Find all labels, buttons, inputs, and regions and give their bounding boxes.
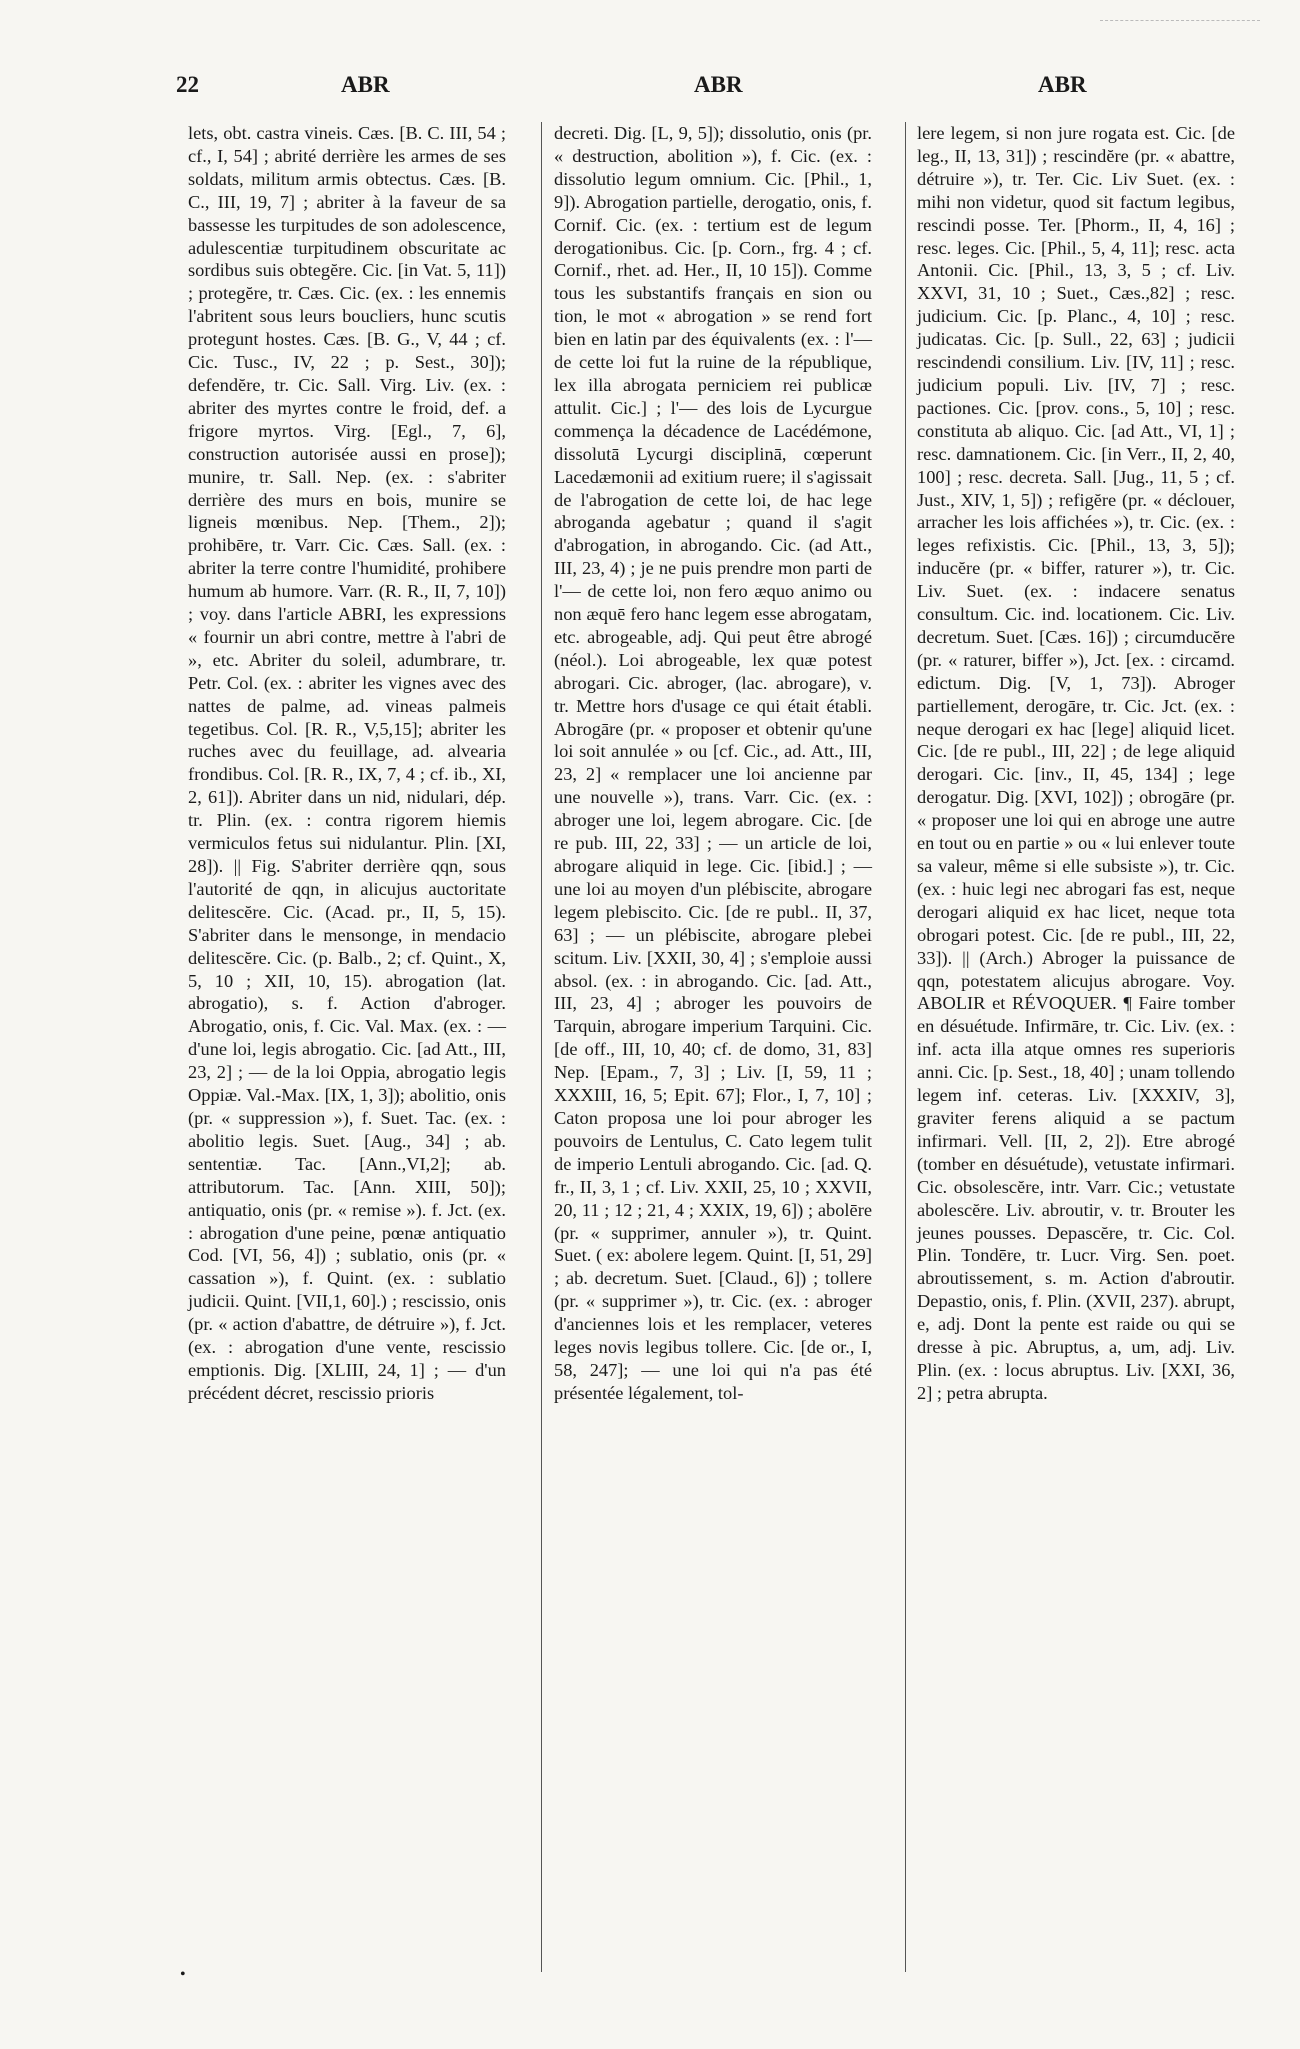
text-column-left [188, 122, 506, 1405]
column-text: decreti. Dig. [L, 9, 5]); dissolutio, onis (pr. « destruction, abolition »), f. Cic. (ex. : dissolutio legum omnium. Cic. [Phil., 1, 9]). Abrogation partielle, derogatio, onis, f. Cornif. Cic. (ex. : tertium est de legum derogationibus. Cic. [p. Corn., frg. 4 ; cf. Cornif., rhet. ad. Her., II, 10 15]). Comme tous les substantifs français en sion ou tion, le mot « abrogation » se rend fort bien en latin par des équivalents (ex. : l'— de cette loi fut la ruine de la république, lex illa abrogata perniciem rei publicæ attulit. Cic.] ; l'— des lois de Lycurgue commença la décadence de Lacédémone, dissolutā Lycurgi disciplinā, cœperunt Lacedæmonii ad exitium ruere; il s'agissait de l'abrogation de cette loi, de hac lege abroganda agebatur ; quand il s'agit d'abrogation, in abrogando. Cic. (ad Att., III, 23, 4) ; je ne puis prendre mon parti de l'— de cette loi, non fero æquo animo ou non æquē fero hanc legem esse abrogatam, etc. abrogeable, adj. Qui peut être abrogé (néol.). Loi abrogeable, lex quæ potest abrogari. Cic. abroger, (lac. abrogare), v. tr. Mettre hors d'usage ce qui était établi. Abrogāre (pr. « proposer et obtenir qu'une loi soit annulée » ou [cf. Cic., ad. Att., III, 23, 2] « remplacer une loi ancienne par une nouvelle »), trans. Varr. Cic. (ex. : abroger une loi, legem abrogare. Cic. [de re pub. III, 22, 33] ; — un article de loi, abrogare aliquid in lege. Cic. [ibid.] ; — une loi au moyen d'un plébiscite, abrogare legem plebiscito. Cic. [de re publ.. II, 37, 63] ; — un plébiscite, abrogare plebei scitum. Liv. [XXII, 30, 4] ; s'emploie aussi absol. (ex. : in abrogando. Cic. [ad. Att., III, 23, 4] ; abroger les pouvoirs de Tarquin, abrogare imperium Tarquini. Cic. [de off., III, 10, 40; cf. de domo, 31, 83] Nep. [Epam., 7, 3] ; Liv. [I, 59, 11 ; XXXIII, 16, 5; Epit. 67]; Flor., I, 7, 10] ; Caton proposa une loi pour abroger les pouvoirs de Lentulus, C. Cato legem tulit de imperio Lentuli abrogando. Cic. [ad. Q. fr., II, 3, 1 ; cf. Liv. XXII, 25, 10 ; XXVII, 20, 11 ; 12 ; 21, 4 ; XXIX, 19, 6]) ; abolēre (pr. « supprimer, annuler »), tr. Quint. Suet. ( ex: abolere legem. Quint. [I, 51, 29] ; ab. decretum. Suet. [Claud., 6]) ; tollere (pr. « supprimer »), tr. Cic. (ex. : abroger d'anciennes lois et les remplacer, veteres leges novis legibus tollere. Cic. [de or., I, 58, 247]; — une loi qui n'a pas été présentée légalement, tol- [554, 123, 872, 1403]
margin-dot: • [180, 1966, 186, 1983]
column-text: lets, obt. castra vineis. Cæs. [B. C. III, 54 ; cf., I, 54] ; abrité derrière les armes de ses soldats, militum armis obtectus. Cæs. [B. C., III, 19, 7] ; abriter à la faveur de sa bassesse les turpitudes de son adolescence, adulescentiæ turpitudinem obscuritate ac sordibus suis obtegĕre. Cic. [in Vat. 5, 11]) ; protegĕre, tr. Cæs. Cic. (ex. : les ennemis l'abritent sous leurs boucliers, hunc scutis protegunt hostes. Cæs. [B. G., V, 44 ; cf. Cic. Tusc., IV, 22 ; p. Sest., 30]); defendĕre, tr. Cic. Sall. Virg. Liv. (ex. : abriter des myrtes contre le froid, def. a frigore myrtos. Virg. [Egl., 7, 6], construction autorisée aussi en prose]); munire, tr. Sall. Nep. (ex. : s'abriter derrière des murs en bois, munire se ligneis mœnibus. Nep. [Them., 2]); prohibēre, tr. Varr. Cic. Cæs. Sall. (ex. : abriter la terre contre l'humidité, prohibere humum ab humore. Varr. (R. R., II, 7, 10]) ; voy. dans l'article ABRI, les expressions « fournir un abri contre, mettre à l'abri de », etc. Abriter du soleil, adumbrare, tr. Petr. Col. (ex. : abriter les vignes avec des nattes de palme, ad. vineas palmeis tegetibus. Col. [R. R., V,5,15]; abriter les ruches avec du feuillage, ad. alvearia frondibus. Col. [R. R., IX, 7, 4 ; cf. ib., XI, 2, 61]). Abriter dans un nid, nidulari, dép. tr. Plin. (ex. : contra rigorem hiemis vermiculos fetus sui nidulantur. Plin. [XI, 28]). || Fig. S'abriter derrière qqn, sous l'autorité de qqn, in alicujus auctoritate delitescĕre. Cic. (Acad. pr., II, 5, 15). S'abriter dans le mensonge, in mendacio delitescĕre. Cic. (p. Balb., 2; cf. Quint., X, 5, 10 ; XII, 10, 15). abrogation (lat. abrogatio), s. f. Action d'abroger. Abrogatio, onis, f. Cic. Val. Max. (ex. : — d'une loi, legis abrogatio. Cic. [ad Att., III, 23, 2] ; — de la loi Oppia, abrogatio legis Oppiæ. Val.-Max. [IX, 1, 3]); abolitio, onis (pr. « suppression »), f. Suet. Tac. (ex. : abolitio legis. Suet. [Aug., 34] ; ab. sententiæ. Tac. [Ann.,VI,2]; ab. attributorum. Tac. [Ann. XIII, 50]); antiquatio, onis (pr. « remise »). f. Jct. (ex. : abrogation d'une peine, pœnæ antiquatio Cod. [VI, 56, 4]) ; sublatio, onis (pr. « cassation »), f. Quint. (ex. : sublatio judicii. Quint. [VII,1, 60].) ; rescissio, onis (pr. « action d'abattre, de détruire »), f. Jct. (ex. : abrogation d'une vente, rescissio emptionis. Dig. [XLIII, 24, 1] ; — d'un précédent décret, rescissio prioris [188, 123, 506, 1403]
text-column-middle [554, 122, 872, 1405]
column-text: lere legem, si non jure rogata est. Cic. [de leg., II, 13, 31]) ; rescindĕre (pr. « abattre, détruire »), tr. Ter. Cic. Liv Suet. (ex. : mihi non videtur, quod sit factum legibus, rescindi posse. Ter. [Phorm., II, 4, 16] ; resc. leges. Cic. [Phil., 5, 4, 11]; resc. acta Antonii. Cic. [Phil., 13, 3, 5 ; cf. Liv. XXVI, 31, 10 ; Suet., Cæs.,82] ; resc. judicium. Cic. [p. Planc., 4, 10] ; resc. judicatas. Cic. [p. Sull., 22, 63] ; judicii rescindendi consilium. Liv. [IV, 11] ; resc. judicium populi. Liv. [IV, 7] ; resc. pactiones. Cic. [prov. cons., 5, 10] ; resc. constituta ab aliquo. Cic. [ad Att., VI, 1] ; resc. damnationem. Cic. [in Verr., II, 2, 40, 100] ; resc. decreta. Sall. [Jug., 11, 5 ; cf. Just., XIV, 1, 5]) ; refigĕre (pr. « déclouer, arracher les lois affichées »), tr. Cic. (ex. : leges refixistis. Cic. [Phil., 13, 3, 5]); inducĕre (pr. « biffer, raturer »), tr. Cic. Liv. Suet. (ex. : indacere senatus consultum. Cic. ind. locationem. Cic. Liv. decretum. Suet. [Cæs. 16]) ; circumducĕre (pr. « raturer, biffer »), Jct. [ex. : circamd. edictum. Dig. [V, 1, 73]). Abroger partiellement, derogāre, tr. Cic. Jct. (ex. : neque derogari ex hac [lege] aliquid licet. Cic. [de re publ., III, 22] ; de lege aliquid derogari. Cic. [inv., II, 45, 134] ; lege derogatur. Dig. [XVI, 102]) ; obrogāre (pr. « proposer une loi qui en abroge une autre en tout ou en partie » ou « lui enlever toute sa valeur, même si elle subsiste »), tr. Cic. (ex. : huic legi nec abrogari fas est, neque derogari aliquid ex hac licet, neque tota obrogari potest. Cic. [de re publ., III, 22, 33]). || (Arch.) Abroger la puissance de qqn, potestatem alicujus abrogare. Voy. ABOLIR et RÉVOQUER. ¶ Faire tomber en désuétude. Infirmāre, tr. Cic. Liv. (ex. : inf. acta illa atque omnes res superioris anni. Cic. [p. Sest., 18, 40] ; unam tollendo legem inf. ceteras. Liv. [XXXIV, 3], graviter ferens aliquid a se pactum infirmari. Vell. [II, 2, 2]). Etre abrogé (tomber en désuétude), vetustate infirmari. Cic. obsolescĕre, intr. Varr. Cic.; vetustate abolescĕre. Liv. abroutir, v. tr. Brouter les jeunes pousses. Depascĕre, tr. Cic. Col. Plin. Tondēre, tr. Lucr. Virg. Sen. poet. abroutissement, s. m. Action d'abroutir. Depastio, onis, f. Plin. (XVII, 237). abrupt, e, adj. Dont la pente est raide ou qui se dresse à pic. Abruptus, a, um, adj. Liv. Plin. (ex. : locus abruptus. Liv. [XXI, 36, 2] ; petra abrupta. [917, 123, 1235, 1403]
column-divider [541, 122, 542, 1972]
column-divider [905, 122, 906, 1972]
page-number: 22 [176, 72, 199, 97]
center-running-head: ABR [694, 72, 743, 97]
right-running-head: ABR [1038, 72, 1087, 97]
running-header [176, 72, 1176, 112]
left-running-head: ABR [341, 72, 390, 97]
scan-edge-mark [1100, 20, 1260, 21]
text-column-right [917, 122, 1235, 1405]
